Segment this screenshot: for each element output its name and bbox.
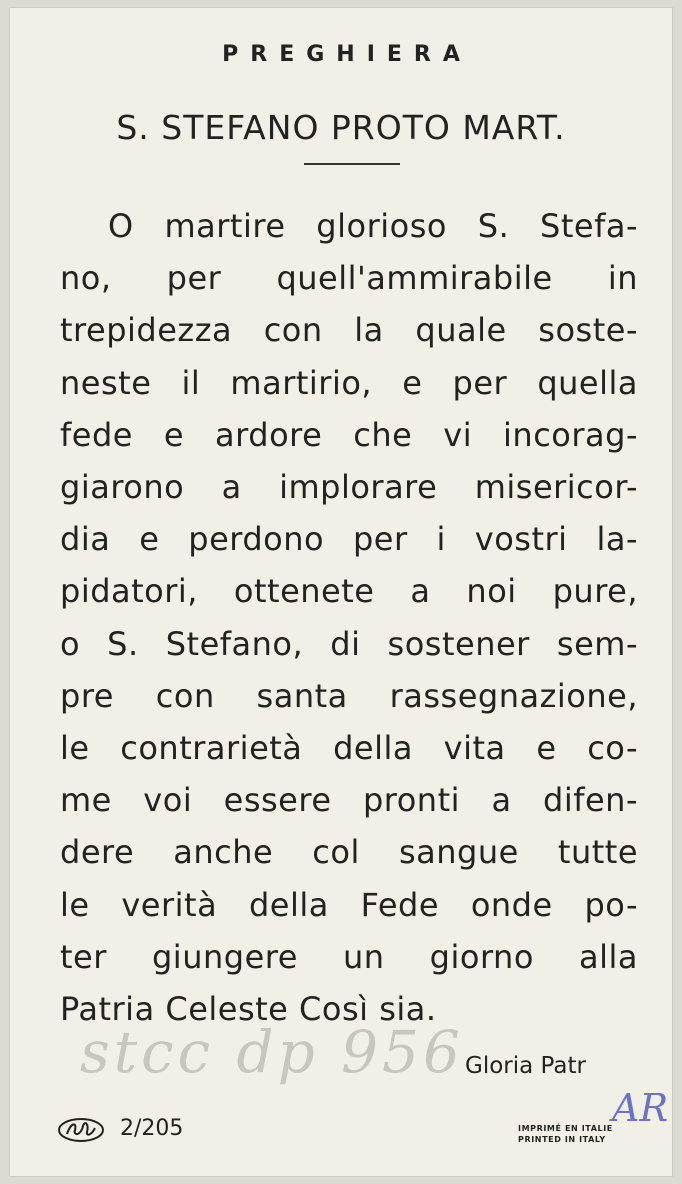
publisher-code: 2/205 [120,1116,184,1141]
prayer-line: dia e perdono per i vostri la- [60,520,638,559]
publisher-logo-icon [57,1116,105,1144]
print-origin [518,1123,613,1145]
prayer-line: o S. Stefano, di sostener sem- [60,624,638,663]
prayer-line: dere anche col sangue tutte [60,833,638,872]
prayer-line: O martire glorioso S. Stefa- [108,207,638,245]
prayer-line: trepidezza con la quale soste- [60,311,638,350]
prayer-card [10,8,672,1176]
prayer-line: no, per quell'ammirabile in [60,259,638,298]
prayer-line: pre con santa rassegnazione, [60,676,638,715]
ink-initials: AR [612,1086,669,1130]
closing-text: Gloria Patr [465,1053,586,1079]
prayer-line: ter giungere un giorno alla [60,937,638,976]
title-divider [304,163,400,165]
imprint-line-english: PRINTED IN ITALY [518,1135,606,1144]
prayer-line: fede e ardore che vi incorag- [60,415,638,454]
prayer-line: giarono a implorare misericor- [60,468,638,507]
saint-title: S. STEFANO PROTO MART. [116,108,566,147]
imprint-line-french: IMPRIMÉ EN ITALIE [518,1124,613,1133]
pencil-annotation: stcc dp 956 [80,1018,464,1086]
prayer-line: le contrarietà della vita e co- [60,729,638,768]
prayer-line: Patria Celeste Così sia. [60,990,437,1029]
prayer-line: pidatori, ottenete a noi pure, [60,572,638,611]
prayer-heading: PREGHIERA [222,42,472,67]
prayer-line: le verità della Fede onde po- [60,885,638,924]
prayer-text [60,200,638,1035]
prayer-line: me voi essere pronti a difen- [60,781,638,820]
prayer-line: neste il martirio, e per quella [60,363,638,402]
